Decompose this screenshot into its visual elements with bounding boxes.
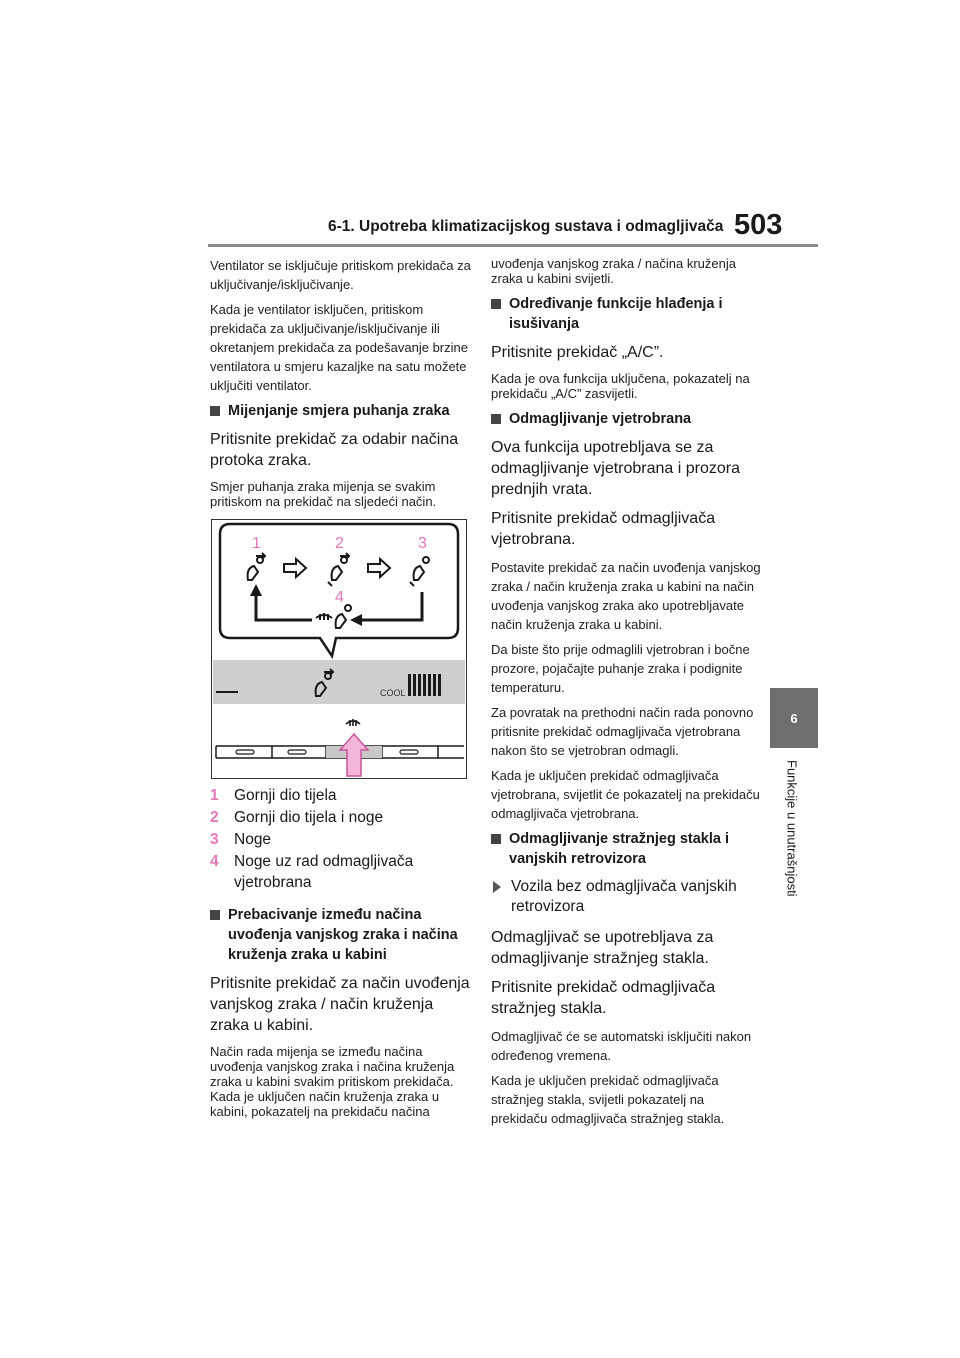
intro-paragraph-1: Ventilator se isključuje pritiskom prekidača za uključivanje/isključivanje. — [210, 258, 471, 292]
section-title: 6-1. Upotreba klimatizacijskog sustava i odmagljivača — [328, 218, 724, 235]
cooling-note: Kada je ova funkcija uključena, pokazatelj na prekidaču „A/C” zasvijetli. — [491, 371, 750, 401]
rear-note-2: Kada je uključen prekidač odmagljivača stražnjeg stakla, svijetli pokazatelj na prekidaču odmagljivača stražnjeg stakla. — [491, 1073, 725, 1126]
square-bullet-icon — [491, 299, 501, 309]
heading-airflow: Mijenjanje smjera puhanja zraka — [210, 401, 472, 421]
left-column — [210, 256, 472, 1127]
heading-windshield-defog: Odmagljivanje vjetrobrana — [491, 409, 761, 429]
heading-cooling: Određivanje funkcije hlađenja i isušivanja — [491, 294, 761, 334]
recirculation-instruction: Pritisnite prekidač za način uvođenja vanjskog zraka / način kruženja zraka u kabini. — [210, 975, 470, 1034]
display-panel — [213, 660, 465, 704]
rear-body-2: Pritisnite prekidač odmagljivača stražnjeg stakla. — [491, 979, 716, 1017]
rear-note-1: Odmagljivač će se automatski isključiti nakon određenog vremena. — [491, 1029, 752, 1063]
square-bullet-icon — [210, 406, 220, 416]
windshield-body-2: Pritisnite prekidač odmagljivača vjetrobrana. — [491, 510, 716, 548]
chapter-tab: 6 — [770, 688, 818, 748]
label-2: 2 — [335, 535, 344, 552]
intro-paragraph-2: Kada je ventilator isključen, pritiskom prekidača za uključivanje/isključivanje ili okretanjem prekidača za podešavanje brzine ventilatora u smjeru kazaljke na satu možete uključiti ventilator. — [210, 302, 468, 393]
square-bullet-icon — [210, 910, 220, 920]
figure-legend — [210, 785, 472, 893]
windshield-body-1: Ova funkcija upotrebljava se za odmagljivanje vjetrobrana i prozora prednjih vrata. — [491, 439, 741, 498]
rear-body-1: Odmagljivač se upotrebljava za odmagljivanje stražnjeg stakla. — [491, 929, 714, 967]
windshield-note-3: Za povratak na prethodni način rada ponovno pritisnite prekidač odmagljivača vjetrobrana nakon što se vjetrobran odmagli. — [491, 705, 754, 758]
heading-recirculation: Prebacivanje između načina uvođenja vanjskog zraka i načina kruženja zraka u kabini — [210, 905, 472, 965]
windshield-note-2: Da biste što prije odmaglili vjetrobran i bočne prozore, pojačajte puhanje zraka i podignite temperaturu. — [491, 642, 750, 695]
right-column — [491, 256, 761, 1134]
chapter-title: Funkcije u unutrašnjosti — [784, 760, 800, 897]
triangle-bullet-icon — [493, 881, 501, 893]
square-bullet-icon — [491, 834, 501, 844]
label-4: 4 — [335, 589, 344, 606]
airflow-instruction: Pritisnite prekidač za odabir načina protoka zraka. — [210, 431, 459, 469]
airflow-note: Smjer puhanja zraka mijenja se svakim pritiskom na prekidač na sljedeći način. — [210, 479, 437, 509]
page-number: 503 — [734, 209, 783, 241]
recirculation-note-cont: uvođenja vanjskog zraka / načina kruženja zraka u kabini svijetli. — [491, 256, 736, 286]
cooling-instruction: Pritisnite prekidač „A/C”. — [491, 344, 664, 361]
legend-item: 4 Noge uz rad odmagljivača vjetrobrana — [210, 853, 414, 891]
subheading-no-mirror-defog: Vozila bez odmagljivača vanjskih retrovizora — [491, 877, 761, 917]
label-3: 3 — [418, 535, 427, 552]
cool-label: COOL — [380, 688, 406, 698]
defrost-button-icon — [346, 719, 360, 726]
chapter-title-vertical — [780, 760, 804, 920]
legend-item: 1 Gornji dio tijela — [210, 787, 337, 804]
airflow-mode-figure — [211, 519, 467, 779]
windshield-note-1: Postavite prekidač za način uvođenja vanjskog zraka / način kruženja zraka u kabini na način uvođenja vanjskog zraka ako upotrebljavate način kruženja zraka u kabini. — [491, 560, 761, 632]
windshield-note-4: Kada je uključen prekidač odmagljivača vjetrobrana, svijetlit će pokazatelj na prekidaču odmagljivača vjetrobrana. — [491, 768, 760, 821]
header-rule — [208, 244, 818, 247]
square-bullet-icon — [491, 414, 501, 424]
label-1: 1 — [252, 535, 261, 552]
legend-item: 2 Gornji dio tijela i noge — [210, 809, 384, 826]
recirculation-note: Način rada mijenja se između načina uvođenja vanjskog zraka i načina kruženja zraka u kabini svakim pritiskom prekidača. — [210, 1044, 455, 1089]
recirculation-note-2: Kada je uključen način kruženja zraka u kabini, pokazatelj na prekidaču načina — [210, 1089, 440, 1119]
heading-rear-defog: Odmagljivanje stražnjeg stakla i vanjskih retrovizora — [491, 829, 761, 869]
airflow-diagram — [212, 520, 466, 778]
legend-item: 3 Noge — [210, 831, 272, 848]
